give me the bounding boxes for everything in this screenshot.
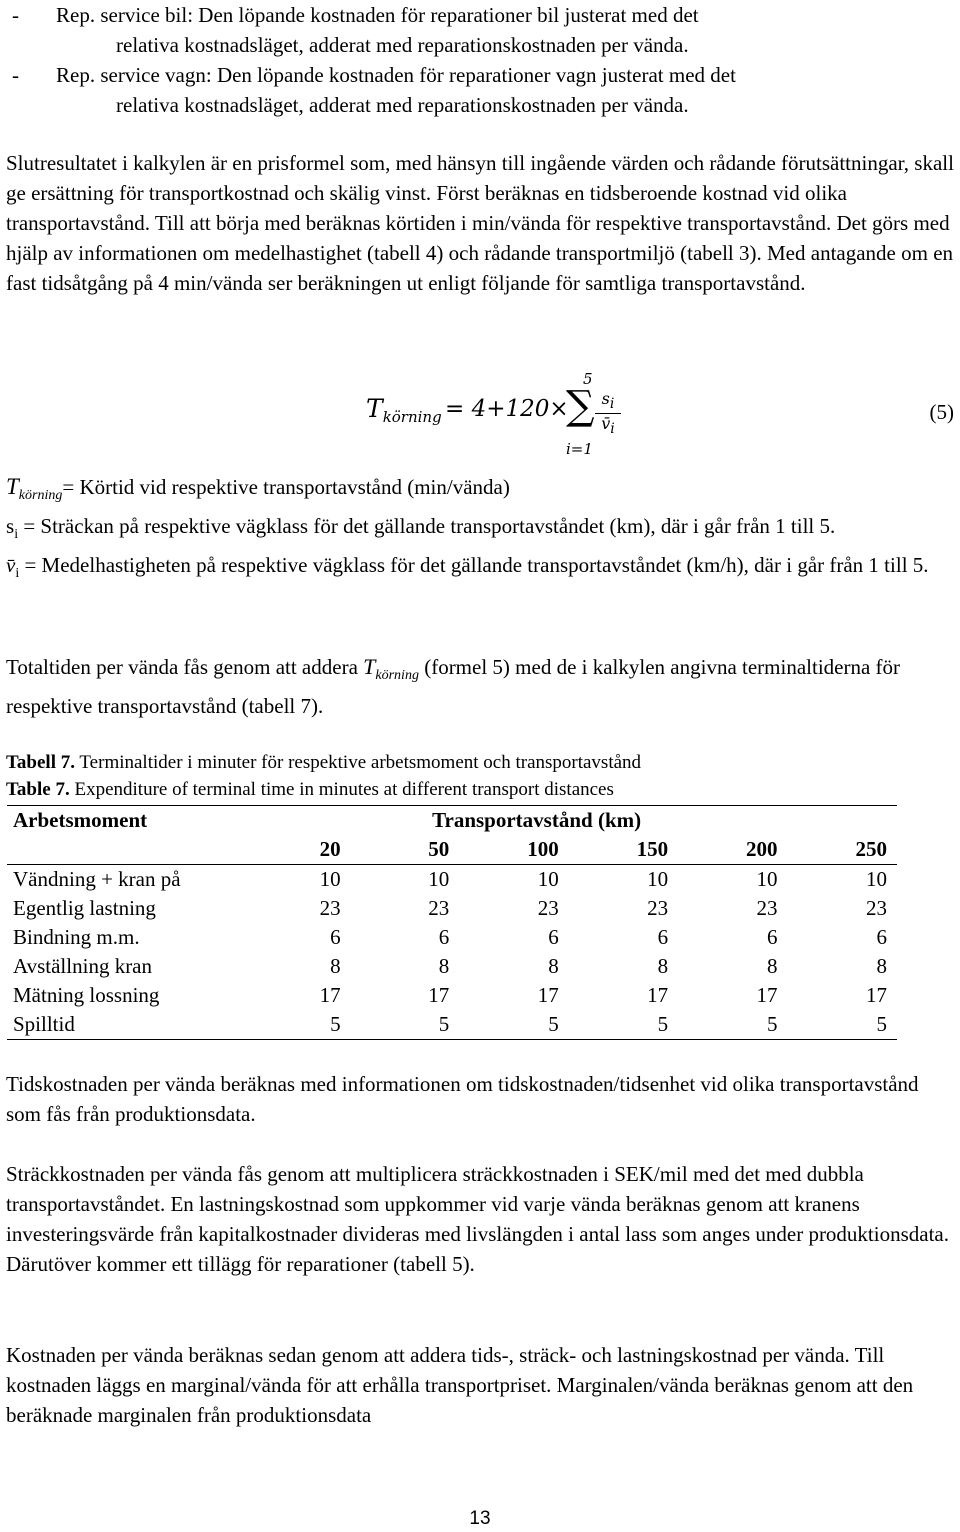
table-row	[7, 894, 897, 923]
table-cell: 6	[657, 925, 669, 949]
definition-v-i	[6, 550, 956, 589]
table-cell: 6	[876, 925, 887, 949]
caption-sv-text: Terminaltider i minuter för respektive arbetsmoment och transportavstånd	[75, 752, 642, 773]
fraction-denominator	[595, 414, 621, 439]
table-cell: 6	[548, 925, 559, 949]
table-caption-sv	[6, 749, 641, 776]
table-cell: 6	[438, 925, 450, 949]
table-cell: 8	[767, 954, 778, 978]
def-symbol-T: T	[6, 474, 19, 499]
row-label: Egentlig lastning	[13, 896, 156, 920]
distance-header: 100	[459, 835, 568, 865]
table-cell: 6	[767, 925, 778, 949]
table-cell: 17	[428, 983, 450, 1007]
distance-header: 150	[569, 835, 678, 865]
paragraph-totaltid	[6, 652, 954, 721]
table-cell: 17	[319, 983, 341, 1007]
bullet-list	[6, 0, 954, 120]
table-body	[7, 865, 897, 1040]
definition-s-i	[6, 511, 956, 550]
formula-T: T	[366, 394, 383, 423]
table-cell: 8	[657, 954, 669, 978]
definition-list	[6, 472, 956, 590]
table-cell: 5	[788, 1010, 898, 1040]
caption-en-label: Table 7.	[6, 779, 70, 800]
bullet-text-continued: relativa kostnadsläget, adderat med reparationskostnaden per vända.	[116, 93, 689, 117]
def-symbol-T-subscript: körning	[18, 488, 63, 504]
definition-t-korning	[6, 472, 956, 511]
formula-expression: = 4+120×	[445, 396, 569, 422]
table-cell: 10	[756, 867, 778, 891]
distance-header: 50	[351, 835, 460, 865]
denominator-subscript: i	[610, 421, 615, 438]
bullet-dash: -	[12, 63, 19, 87]
table-cell: 8	[876, 954, 887, 978]
formula-lhs	[366, 394, 442, 426]
table-cell: 23	[756, 896, 778, 920]
bullet-item	[6, 60, 954, 90]
bullet-item	[6, 0, 954, 30]
table-terminal-times	[7, 805, 897, 1040]
bullet-text: Rep. service bil: Den löpande kostnaden för reparationer bil justerat med det	[56, 3, 699, 27]
table-cell: 8	[330, 954, 341, 978]
table-row	[7, 981, 897, 1010]
table-cell: 10	[647, 867, 669, 891]
paragraph-kostnaden: Kostnaden per vända beräknas sedan genom att addera tids-, sträck- och lastningskostnad per vända. Till kostnaden läggs en marginal/vända för att erhålla transportpriset. Marginalen/vända beräknas genom att den beräknade marginalen från produktionsdata	[6, 1343, 914, 1427]
row-label: Spilltid	[7, 1010, 242, 1040]
distance-header: 200	[678, 835, 787, 865]
table-cell: 17	[756, 983, 778, 1007]
table-cell: 10	[866, 867, 887, 891]
formula-5	[0, 370, 960, 462]
numerator-symbol: s	[601, 389, 610, 408]
sum-upper-limit: 5	[583, 370, 593, 388]
table-row	[7, 1010, 897, 1040]
row-label: Bindning m.m.	[13, 925, 140, 949]
table-cell: 10	[537, 867, 559, 891]
def-symbol-s: s	[6, 514, 15, 539]
table-cell: 23	[428, 896, 450, 920]
def-text-T: = Körtid vid respektive transportavstånd (min/vända)	[62, 475, 510, 499]
table-cell: 6	[330, 925, 341, 949]
table-cell: 23	[537, 896, 559, 920]
row-label: Avställning kran	[13, 954, 153, 978]
totaltid-symbol-T: T	[363, 654, 376, 679]
table-cell: 10	[428, 867, 450, 891]
table-cell: 17	[866, 983, 887, 1007]
table-cell: 8	[548, 954, 559, 978]
caption-en-text: Expenditure of terminal time in minutes at different transport distances	[69, 779, 614, 800]
column-group-header: Transportavstånd (km)	[242, 806, 897, 836]
row-label: Mätning lossning	[13, 983, 160, 1007]
sum-lower-limit: i=1	[566, 440, 593, 458]
caption-sv-label: Tabell 7.	[6, 752, 75, 773]
paragraph-strackkostnad: Sträckkostnaden per vända fås genom att multiplicera sträckkostnaden i SEK/mil med det med dubbla transportavståndet. En lastningskostnad som uppkommer vid varje vända beräknas genom att kranens investeringsvärde från kapitalkostnader divideras med livslängden i antal lass som anges under produktionsdata. Därutöver kommer ett tillägg för reparationer (tabell 5).	[6, 1162, 950, 1276]
table-cell: 17	[647, 983, 669, 1007]
bullet-dash: -	[12, 3, 19, 27]
def-symbol-v-subscript: i	[15, 566, 20, 582]
totaltid-symbol-subscript: körning	[375, 668, 419, 684]
def-symbol-v: v̄	[6, 553, 16, 578]
table-header-row	[7, 806, 897, 836]
paragraph-tidskostnad: Tidskostnaden per vända beräknas med informationen om tidskostnaden/tidsenhet vid olika transportavstånd som fås från produktionsdata.	[6, 1072, 919, 1126]
distance-header: 250	[788, 835, 898, 865]
fraction-numerator	[595, 390, 621, 414]
table-row	[7, 865, 897, 895]
def-text-s: = Sträckan på respektive vägklass för det gällande transportavståndet (km), där i går från 1 till 5.	[18, 514, 836, 539]
table-distance-row	[7, 835, 897, 865]
formula-number: (5)	[929, 400, 954, 424]
table-cell: 5	[242, 1010, 351, 1040]
denominator-symbol: v̄	[601, 414, 611, 434]
totaltid-text-after: (formel 5) med de i kalkylen angivna terminaltiderna för respektive transportavstånd (tabell 7).	[6, 655, 901, 719]
numerator-subscript: i	[609, 396, 615, 413]
table-cell: 5	[678, 1010, 787, 1040]
table-cell: 23	[647, 896, 669, 920]
table-caption-en	[6, 776, 614, 803]
distance-header: 20	[242, 835, 351, 865]
paragraph-slutresultat: Slutresultatet i kalkylen är en prisformel som, med hänsyn till ingående värden och rådande förutsättningar, skall ge ersättning för transportkostnad och skälig vinst. Först beräknas en tidsberoende kostnad vid olika transportavstånd. Till att börja med beräknas körtiden i min/vända för respektive transportavstånd. Det görs med hjälp av informationen om medelhastighet (tabell 4) och rådande transportmiljö (tabell 3). Med antagande om en fast tidsåtgång på 4 min/vända ser beräkningen ut enligt följande för samtliga transportavstånd.	[6, 151, 954, 295]
totaltid-text-before: Totaltiden per vända fås genom att addera	[6, 655, 364, 679]
empty-header-cell	[7, 835, 242, 865]
bullet-text: Rep. service vagn: Den löpande kostnaden för reparationer vagn justerat med det	[56, 63, 736, 87]
page-number: 13	[469, 1508, 491, 1529]
row-label: Vändning + kran på	[13, 867, 181, 891]
table-row	[7, 923, 897, 952]
table-row	[7, 952, 897, 981]
table-cell: 10	[319, 867, 341, 891]
table-cell: 23	[866, 896, 887, 920]
def-symbol-s-subscript: i	[14, 527, 19, 543]
table-cell: 5	[459, 1010, 568, 1040]
table-cell: 5	[351, 1010, 460, 1040]
def-text-v: = Medelhastigheten på respektive vägklass för det gällande transportavståndet (km/h), där i går från 1 till 5.	[19, 553, 929, 578]
sum-symbol: ∑	[566, 383, 595, 429]
bullet-text-continued: relativa kostnadsläget, adderat med reparationskostnaden per vända.	[116, 33, 689, 57]
table-cell: 5	[569, 1010, 678, 1040]
column-header-arbetsmoment: Arbetsmoment	[7, 806, 242, 836]
table-cell: 8	[438, 954, 450, 978]
fraction	[595, 390, 621, 439]
table-cell: 23	[319, 896, 341, 920]
table-cell: 17	[537, 983, 559, 1007]
formula-T-subscript: körning	[382, 408, 442, 426]
